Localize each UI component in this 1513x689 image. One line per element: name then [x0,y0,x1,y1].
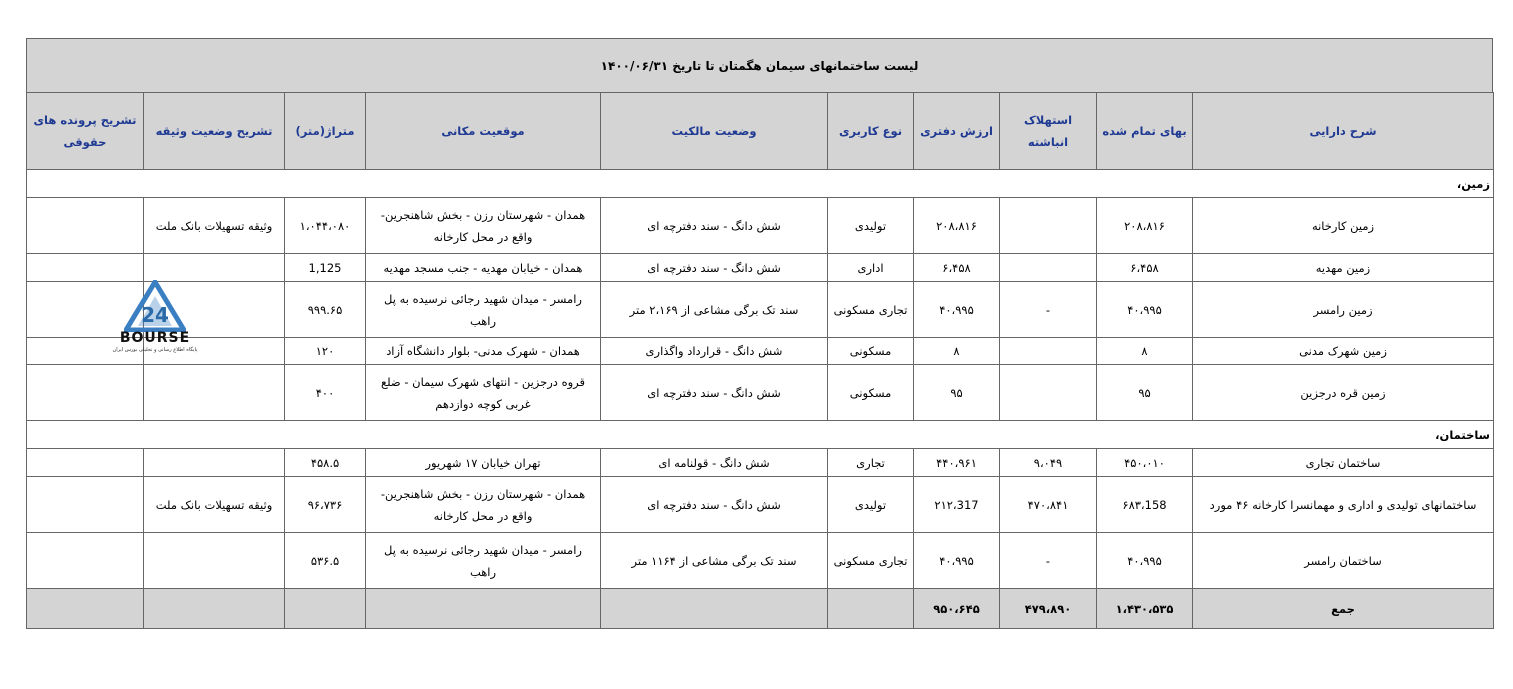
cell-location: تهران خیابان ۱۷ شهریور [366,449,601,477]
header-area: متراژ(متر) [285,93,366,170]
cell-book-value: ۹۵ [914,365,1000,421]
header-legal: تشریح پرونده های حقوقی [27,93,144,170]
total-empty [601,589,828,629]
cell-cost: ۸ [1097,338,1193,365]
total-book-value: ۹۵۰،۶۴۵ [914,589,1000,629]
cell-collateral [144,533,285,589]
cell-book-value: ۸ [914,338,1000,365]
total-label: جمع [1193,589,1494,629]
table-body [27,170,1494,629]
cell-book-value: ۶،۴۵۸ [914,254,1000,282]
cell-area: ۴۵۸.۵ [285,449,366,477]
cell-usage: تولیدی [828,198,914,254]
cell-ownership: سند تک برگی مشاعی از ۲،۱۶۹ متر [601,282,828,338]
cell-depreciation [1000,365,1097,421]
cell-depreciation [1000,254,1097,282]
table-row [27,338,1494,365]
cell-asset: زمین کارخانه [1193,198,1494,254]
document [26,38,1493,629]
cell-legal [27,477,144,533]
cell-depreciation: ۴۷۰،۸۴۱ [1000,477,1097,533]
buildings-table [26,92,1494,629]
cell-book-value: ۴۴۰،۹۶۱ [914,449,1000,477]
logo-mark-icon [124,280,186,332]
total-empty [366,589,601,629]
total-depreciation: ۴۷۹،۸۹۰ [1000,589,1097,629]
cell-ownership: شش دانگ - سند دفترچه ای [601,477,828,533]
section-label-building: ساختمان، [27,421,1494,449]
cell-legal [27,198,144,254]
table-row [27,533,1494,589]
header-usage: نوع کاربری [828,93,914,170]
cell-asset: ساختمان رامسر [1193,533,1494,589]
document-title: لیست ساختمانهای سیمان هگمتان تا تاریخ ۱۴۰۰/۰۶/۳۱ [26,38,1493,92]
cell-collateral [144,254,285,282]
cell-legal [27,254,144,282]
total-cost: ۱،۴۳۰،۵۳۵ [1097,589,1193,629]
cell-ownership: شش دانگ - قرارداد واگذاری [601,338,828,365]
cell-ownership: شش دانگ - سند دفترچه ای [601,198,828,254]
cell-asset: زمین قره درجزین [1193,365,1494,421]
header-depreciation: استهلاک انباشته [1000,93,1097,170]
cell-usage: مسکونی [828,338,914,365]
cell-ownership: شش دانگ - سند دفترچه ای [601,365,828,421]
cell-cost: ۹۵ [1097,365,1193,421]
cell-location: همدان - شهرک مدنی- بلوار دانشگاه آزاد [366,338,601,365]
logo-subtitle: پایگاه اطلاع رسانی و تحلیلی بورس ایران [112,347,198,353]
table-row [27,365,1494,421]
cell-location: رامسر - میدان شهید رجائی نرسیده به پل راهب [366,533,601,589]
cell-usage: تولیدی [828,477,914,533]
cell-collateral: وثیقه تسهیلات بانک ملت [144,198,285,254]
cell-area: ۱،۰۴۴،۰۸۰ [285,198,366,254]
cell-usage: تجاری [828,449,914,477]
cell-area: ۱۲۰ [285,338,366,365]
cell-depreciation [1000,198,1097,254]
table-row [27,449,1494,477]
cell-location: همدان - شهرستان رزن - بخش شاهنجرین- واقع در محل کارخانه [366,477,601,533]
total-empty [27,589,144,629]
header-ownership: وضعیت مالکیت [601,93,828,170]
cell-legal [27,449,144,477]
cell-depreciation: ۹،۰۴۹ [1000,449,1097,477]
cell-usage: مسکونی [828,365,914,421]
cell-ownership: شش دانگ - سند دفترچه ای [601,254,828,282]
cell-legal [27,533,144,589]
cell-collateral: وثیقه تسهیلات بانک ملت [144,477,285,533]
cell-asset: زمین رامسر [1193,282,1494,338]
cell-cost: ۶۸۳،158 [1097,477,1193,533]
cell-collateral [144,449,285,477]
header-asset: شرح دارایی [1193,93,1494,170]
cell-area: ۹۹۹.۶۵ [285,282,366,338]
cell-asset: ساختمان تجاری [1193,449,1494,477]
cell-usage: تجاری مسکونی [828,282,914,338]
bourse-logo [105,280,205,390]
table-row [27,477,1494,533]
section-label-land: زمین، [27,170,1494,198]
total-row [27,589,1494,629]
header-row [27,93,1494,170]
header-book-value: ارزش دفتری [914,93,1000,170]
cell-depreciation: - [1000,533,1097,589]
header-collateral: تشریح وضعیت وثیقه [144,93,285,170]
cell-book-value: ۴۰،۹۹۵ [914,533,1000,589]
table-row [27,282,1494,338]
cell-area: ۵۳۶.۵ [285,533,366,589]
cell-area: ۴۰۰ [285,365,366,421]
cell-location: رامسر - میدان شهید رجائی نرسیده به پل راهب [366,282,601,338]
total-empty [285,589,366,629]
cell-cost: ۴۰،۹۹۵ [1097,533,1193,589]
total-empty [144,589,285,629]
header-location: موقعیت مکانی [366,93,601,170]
cell-depreciation: - [1000,282,1097,338]
cell-area: ۹۶،۷۳۶ [285,477,366,533]
svg-text:24: 24 [141,303,169,327]
cell-cost: ۴۵۰،۰۱۰ [1097,449,1193,477]
table-row [27,198,1494,254]
logo-name: BOURSE [119,330,191,346]
cell-ownership: سند تک برگی مشاعی از ۱۱۶۴ متر [601,533,828,589]
section-row-land [27,170,1494,198]
cell-book-value: ۲۰۸،۸۱۶ [914,198,1000,254]
cell-asset: زمین مهدیه [1193,254,1494,282]
cell-book-value: ۴۰،۹۹۵ [914,282,1000,338]
table-row [27,254,1494,282]
cell-book-value: ۲۱۲،317 [914,477,1000,533]
cell-asset: زمین شهرک مدنی [1193,338,1494,365]
cell-asset: ساختمانهای تولیدی و اداری و مهمانسرا کارخانه ۴۶ مورد [1193,477,1494,533]
cell-location: همدان - خیابان مهدیه - جنب مسجد مهدیه [366,254,601,282]
cell-ownership: شش دانگ - قولنامه ای [601,449,828,477]
cell-cost: ۴۰،۹۹۵ [1097,282,1193,338]
cell-usage: تجاری مسکونی [828,533,914,589]
cell-location: قروه درجزین - انتهای شهرک سیمان - ضلع غربی کوچه دوازدهم [366,365,601,421]
cell-cost: ۲۰۸،۸۱۶ [1097,198,1193,254]
cell-area: 1,125 [285,254,366,282]
total-empty [828,589,914,629]
cell-usage: اداری [828,254,914,282]
cell-depreciation [1000,338,1097,365]
header-cost: بهای تمام شده [1097,93,1193,170]
section-row-building [27,421,1494,449]
cell-location: همدان - شهرستان رزن - بخش شاهنجرین- واقع در محل کارخانه [366,198,601,254]
cell-cost: ۶،۴۵۸ [1097,254,1193,282]
